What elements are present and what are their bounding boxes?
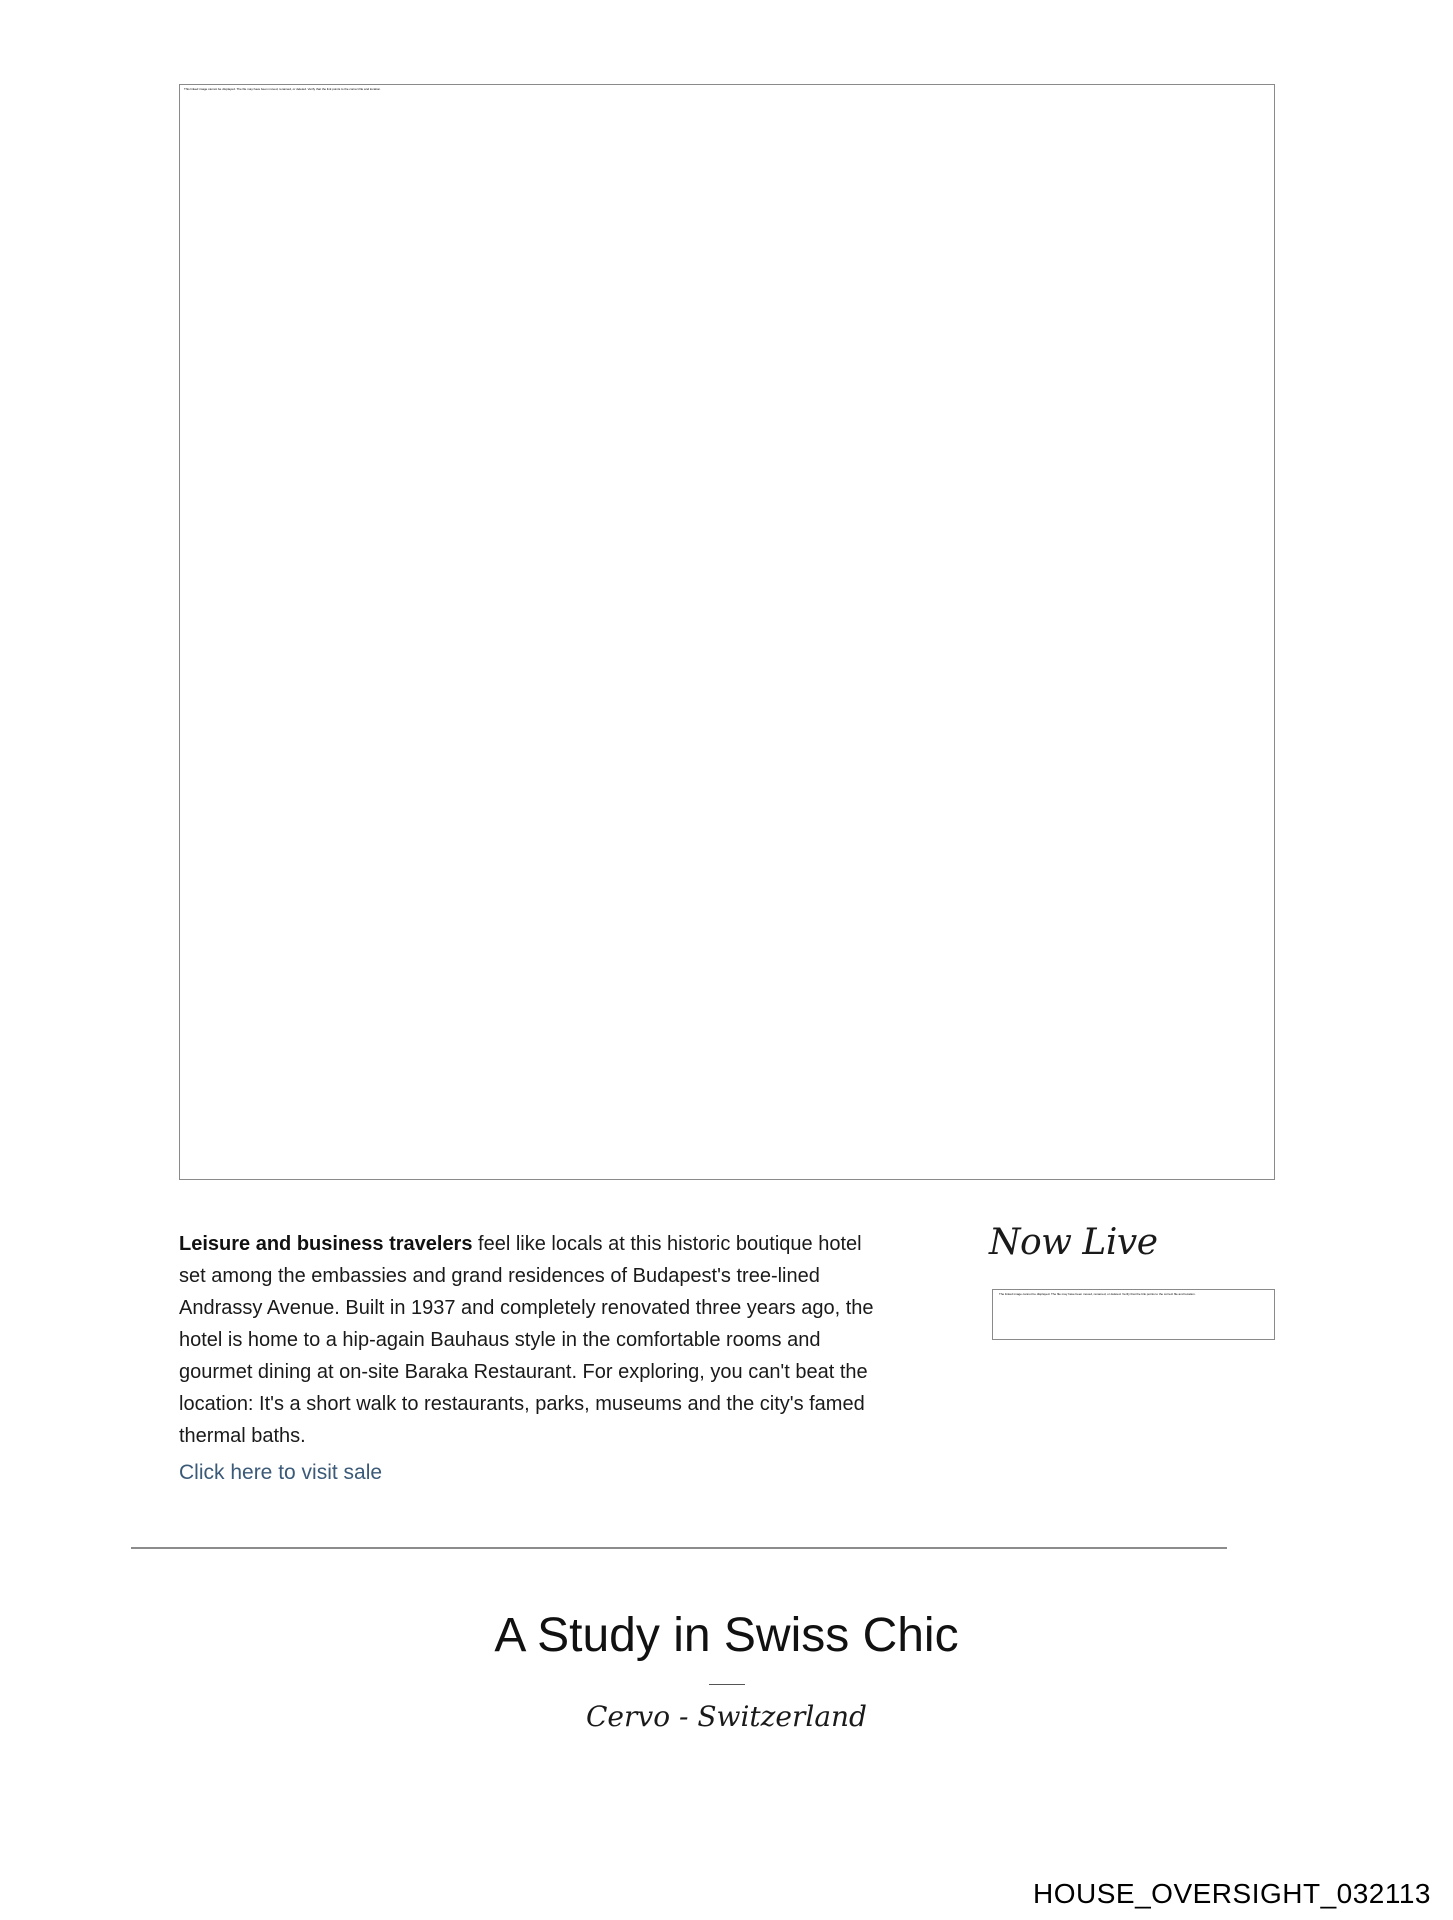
section-title: A Study in Swiss Chic xyxy=(494,1609,959,1662)
now-live-image-alt-text: The linked image cannot be displayed. The file may have been moved, renamed, or deleted. Verify that the link points to the correct file and location. xyxy=(999,1292,1196,1296)
section-subtitle: Cervo - Switzerland xyxy=(586,1700,867,1733)
hero-image-placeholder xyxy=(179,84,1275,1180)
now-live-image-placeholder xyxy=(992,1289,1275,1340)
bates-number: HOUSE_OVERSIGHT_032113 xyxy=(1033,1878,1431,1909)
hero-image-alt-text: This linked image cannot be displayed. The file may have been moved, renamed, or deleted. Verify that the link points to the correct file and location. xyxy=(184,87,382,91)
visit-sale-link[interactable]: Click here to visit sale xyxy=(179,1461,383,1484)
title-rule xyxy=(709,1684,745,1685)
section-divider xyxy=(131,1547,1227,1549)
description-body: feel like locals at this historic boutique hotel set among the embassies and grand residences of Budapest's tree-lined Andrassy Avenue. Built in 1937 and completely renovated three years ago, the hotel is home to a hip-again Bauhaus style in the comfortable rooms and gourmet dining at on-site Baraka Restaurant. For exploring, you can't beat the location: It's a short walk to restaurants, parks, museums and the city's famed thermal baths. xyxy=(179,1233,874,1447)
now-live-heading: Now Live xyxy=(989,1222,1158,1263)
hotel-description xyxy=(179,1228,879,1452)
description-lead: Leisure and business travelers xyxy=(179,1233,473,1255)
